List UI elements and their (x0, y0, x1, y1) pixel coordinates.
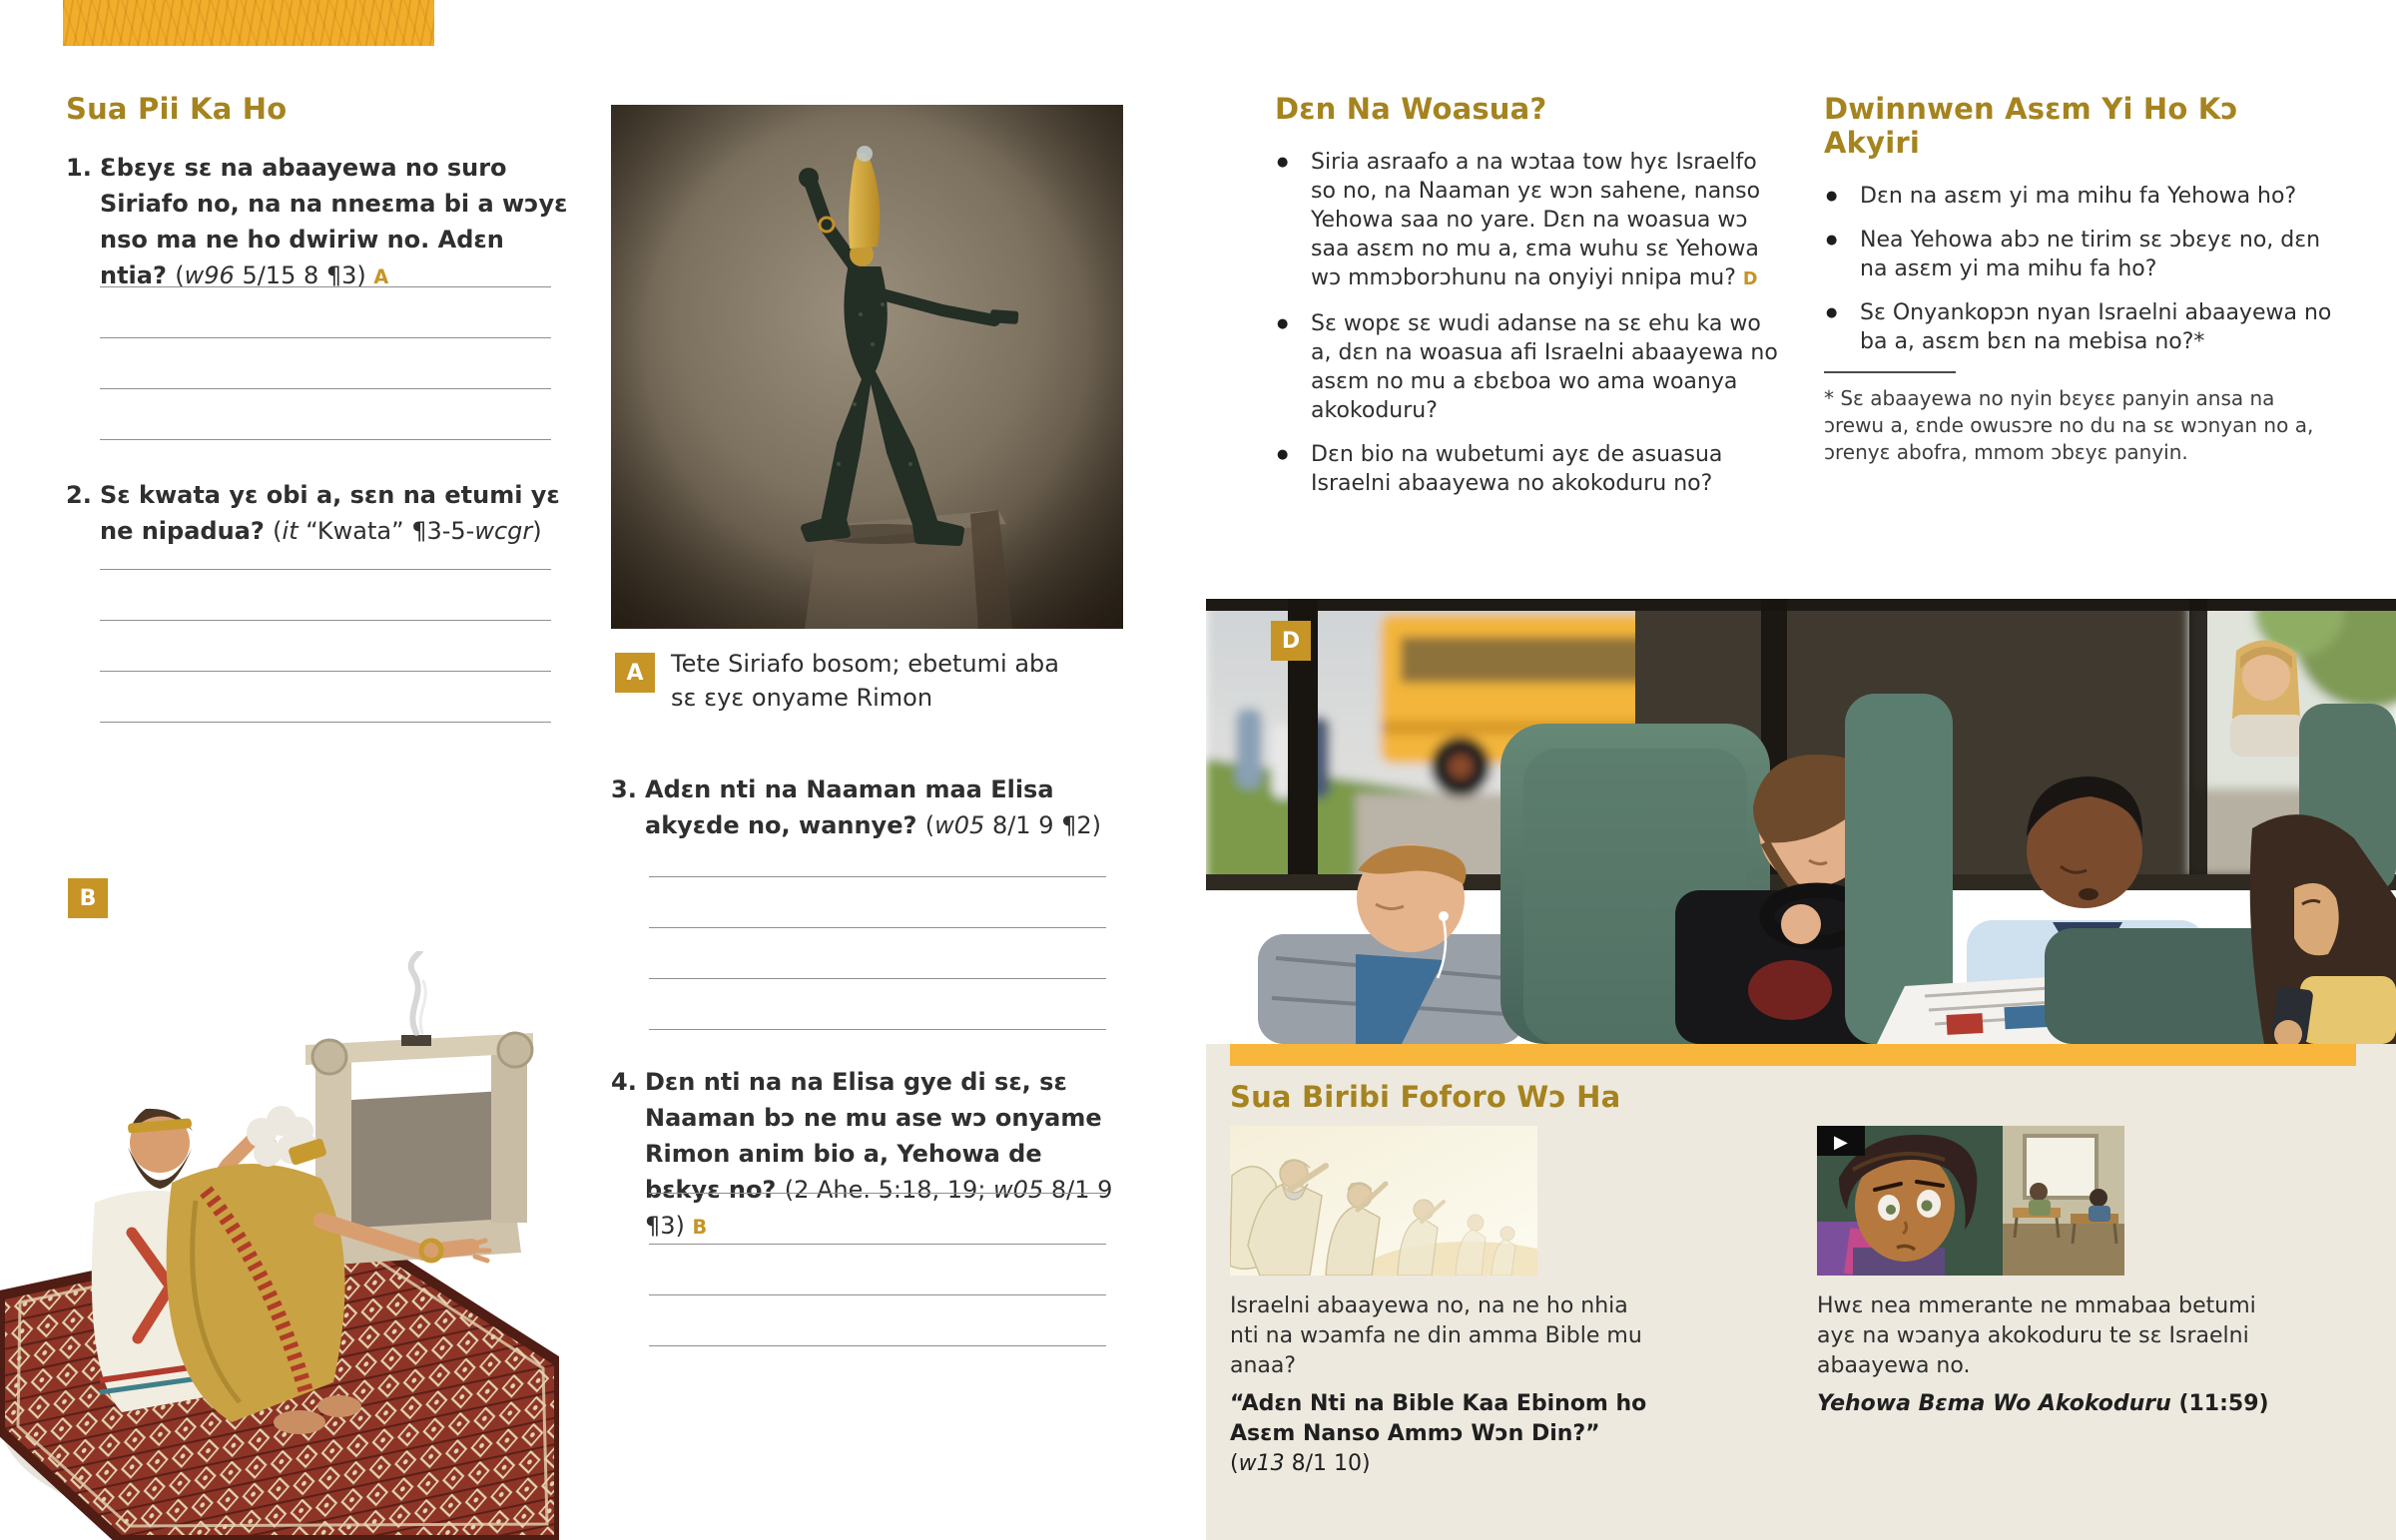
question-3 (611, 771, 1110, 843)
altar (305, 951, 533, 1265)
video-caption: Hwɛ nea mmerante ne mmabaa betumi ayɛ na wɔanya akokoduru te sɛ Israelni abaayewa no. (1817, 1293, 2256, 1378)
answer-lines-q3[interactable] (649, 876, 1106, 1030)
play-icon[interactable]: ▶ (1834, 1132, 1848, 1153)
list-item: ● Nea Yehowa abɔ ne tirim sɛ ɔbɛyɛ no, dɛn na asɛm yi ma mihu fa ho? (1824, 226, 2338, 283)
meditate-list (1824, 182, 2338, 356)
illustration-label-b: B (68, 878, 108, 918)
question-number: 2. (66, 481, 92, 509)
meditate-heading: Dwinnwen Asɛm Yi Ho Kɔ Akyiri (1824, 92, 2238, 160)
footnote-rule (1824, 371, 1956, 373)
answer-lines-q1[interactable] (100, 286, 551, 440)
answer-lines-q4[interactable] (649, 1193, 1106, 1346)
list-item: ● Dɛn na asɛm yi ma mihu fa Yehowa ho? (1824, 182, 2338, 211)
statue-caption: Tete Siriafo bosom; ebetumi aba sɛ ɛyɛ onyame Rimon (671, 650, 1059, 712)
question-text: Sɛ kwata yɛ obi a, sɛn na etumi yɛ ne nipadua? (it “Kwata” ¶3-5-wcgr) (100, 481, 560, 545)
answer-lines-q2[interactable] (100, 569, 551, 723)
teens-on-bus-photo (1206, 599, 2396, 1044)
question-number: 4. (611, 1068, 637, 1096)
question-text: Dɛn nti na na Elisa gye di sɛ, sɛ Naaman bɔ ne mu ase wɔ onyame Rimon anim bio a, Yehowa de bɛkyɛ no? (2 Ahe. 5:18, 19; w05 8/1 9 ¶3) B (645, 1068, 1113, 1240)
article-card (1230, 1126, 1659, 1479)
video-card (1817, 1126, 2286, 1419)
yellow-accent-bar (1230, 1044, 2356, 1066)
video-title: Yehowa Bɛma Wo Akokoduru (11:59) (1817, 1391, 2269, 1416)
list-item: ● Sɛ Onyankopɔn nyan Israelni abaayewa no ba a, asɛm bɛn na mebisa no?* (1824, 298, 2338, 356)
list-item: ● Sɛ wopɛ sɛ wudi adanse na sɛ ehu ka wo a, dɛn na woasua afi Israelni abaayewa no asɛm no mu a ɛbɛboa wo ama woanya akokoduru? (1275, 309, 1786, 425)
rimmon-idol-photo (611, 105, 1123, 629)
list-item: ● Siria asraafo a na wɔtaa tow hyɛ Israelfo so no, na Naaman yɛ wɔn sahene, nanso Yehowa saa no yare. Dɛn na woasua wɔ saa asɛm no mu a, ɛma wuhu sɛ Yehowa wɔ mmɔborɔhunu na onyiyi nnipa mu? D (1275, 148, 1786, 294)
question-1 (66, 150, 577, 295)
naaman-kneeling-illustration (0, 951, 559, 1540)
learn-more-section (1206, 1044, 2396, 1540)
angels-illustration-thumbnail (1230, 1126, 1537, 1276)
article-title: “Adɛn Nti na Bible Kaa Ebinom ho Asɛm Nanso Ammɔ Wɔn Din?” (w13 8/1 10) (1230, 1391, 1647, 1476)
list-item: ● Dɛn bio na wubetumi ayɛ de asuasua Israelni abaayewa no akokoduru no? (1275, 440, 1786, 498)
learn-more-heading: Sua Biribi Foforo Wɔ Ha (1230, 1080, 1621, 1114)
what-learned-section (1275, 92, 1786, 513)
footnote: * Sɛ abaayewa no nyin bɛyɛɛ panyin ansa na ɔrewu a, ɛnde owusɔre no du na sɛ wɔnyan no a, ɔrenyɛ abofra, mmom ɔbɛyɛ panyin. (1824, 386, 2314, 464)
what-learned-list (1275, 148, 1786, 498)
question-2 (66, 477, 577, 549)
video-thumbnail[interactable] (1817, 1126, 2124, 1276)
article-caption: Israelni abaayewa no, na ne ho nhia nti na wɔamfa ne din amma Bible mu anaa? (1230, 1293, 1642, 1378)
meditate-section (1824, 92, 2338, 466)
bus-photo-label-d: D (1271, 621, 1311, 661)
blonde-girl (2230, 640, 2306, 757)
study-more-heading: Sua Pii Ka Ho (66, 92, 288, 126)
statue-caption-label-a: A (615, 653, 655, 693)
what-learned-heading: Dɛn Na Woasua? (1275, 92, 1547, 126)
question-text: Ɛbɛyɛ sɛ na abaayewa no suro Siriafo no, na na nneɛma bi a wɔyɛ nso ma ne ho dwiriw no. Adɛn ntia? (w96 5/15 8 ¶3) A (100, 154, 568, 289)
decorative-band (63, 0, 434, 46)
question-number: 1. (66, 154, 92, 182)
question-number: 3. (611, 775, 637, 803)
question-text: Adɛn nti na Naaman maa Elisa akyɛde no, wannye? (w05 8/1 9 ¶2) (645, 775, 1101, 839)
